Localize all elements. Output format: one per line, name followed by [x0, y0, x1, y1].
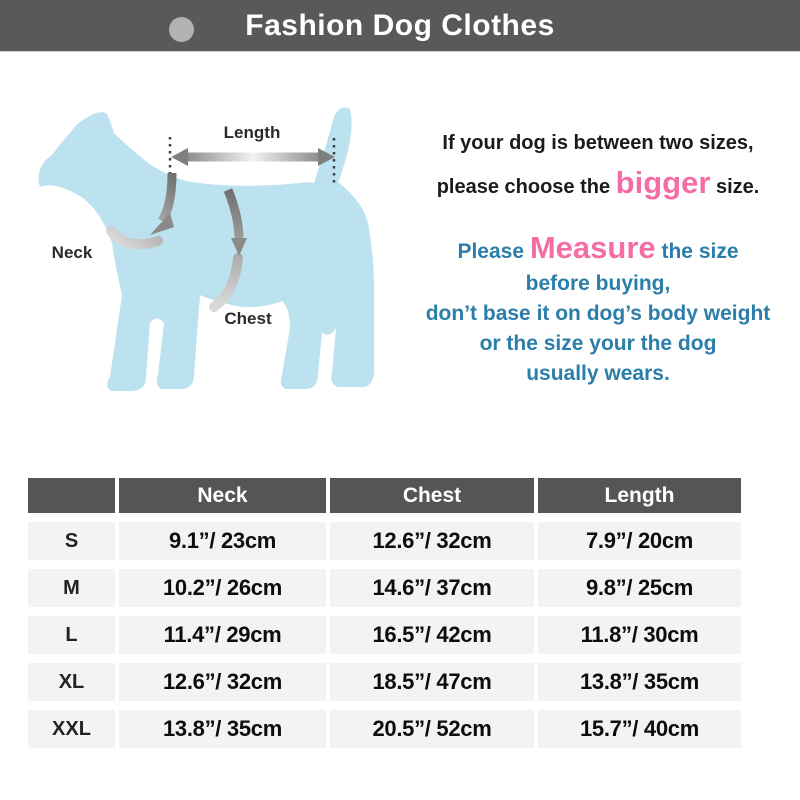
cell-s-length: 7.9”/ 20cm: [538, 522, 741, 560]
cell-xl-chest: 18.5”/ 47cm: [330, 663, 534, 701]
size-table: [28, 478, 742, 748]
measure-highlight: Measure: [529, 230, 656, 265]
advice-line-1: If your dog is between two sizes,: [442, 132, 754, 154]
neck-label: Neck: [51, 243, 93, 262]
measurement-diagram: [0, 55, 400, 420]
cell-xxl-neck: 13.8”/ 35cm: [119, 710, 326, 748]
cell-m-neck: 10.2”/ 26cm: [119, 569, 326, 607]
advice-line-2: [396, 166, 800, 204]
cell-xl-neck: 12.6”/ 32cm: [119, 663, 326, 701]
bigger-highlight: bigger: [615, 165, 711, 200]
advice-line-6: usually wears.: [526, 362, 670, 385]
col-header-length: Length: [538, 478, 741, 513]
cell-l-chest: 16.5”/ 42cm: [330, 616, 534, 654]
title-banner: [0, 0, 800, 52]
dog-illustration: [0, 55, 400, 420]
col-header-neck: Neck: [119, 478, 326, 513]
row-label-xxl: XXL: [28, 710, 115, 748]
cell-xl-length: 13.8”/ 35cm: [538, 663, 741, 701]
cell-l-neck: 11.4”/ 29cm: [119, 616, 326, 654]
row-label-m: M: [28, 569, 115, 607]
table-corner-cell: [28, 478, 115, 513]
row-label-l: L: [28, 616, 115, 654]
length-arrowhead-left-icon: [171, 148, 188, 166]
length-label: Length: [223, 123, 281, 142]
cell-s-chest: 12.6”/ 32cm: [330, 522, 534, 560]
cell-l-length: 11.8”/ 30cm: [538, 616, 741, 654]
sizing-advice: [396, 130, 800, 389]
cell-s-neck: 9.1”/ 23cm: [119, 522, 326, 560]
measure-line-prefix: Please: [457, 240, 530, 263]
cell-xxl-length: 15.7”/ 40cm: [538, 710, 741, 748]
advice-line-4: don’t base it on dog’s body weight: [425, 302, 771, 325]
cell-m-chest: 14.6”/ 37cm: [330, 569, 534, 607]
page-title: Fashion Dog Clothes: [245, 9, 555, 42]
advice-line-2-prefix: please choose the: [436, 176, 616, 198]
chest-label: Chest: [224, 309, 272, 328]
row-label-s: S: [28, 522, 115, 560]
advice-line-3: before buying,: [525, 272, 671, 295]
advice-line-2-suffix: size.: [710, 176, 760, 198]
measure-line-suffix: the size: [655, 240, 739, 263]
measure-line: [396, 231, 800, 269]
col-header-chest: Chest: [330, 478, 534, 513]
cell-m-length: 9.8”/ 25cm: [538, 569, 741, 607]
row-label-xl: XL: [28, 663, 115, 701]
advice-line-5: or the size your the dog: [479, 332, 717, 355]
cell-xxl-chest: 20.5”/ 52cm: [330, 710, 534, 748]
